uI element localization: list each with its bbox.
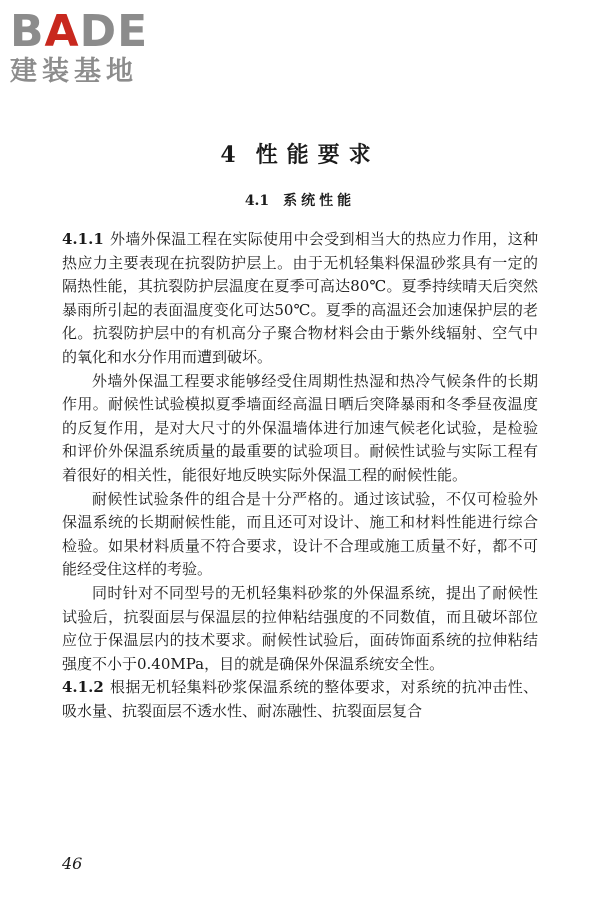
logo-wordmark [10, 8, 148, 56]
section-number: 4.1 [244, 193, 270, 209]
paragraph [62, 228, 538, 370]
paragraph: 同时针对不同型号的无机轻集料砂浆的外保温系统，提出了耐候性试验后，抗裂面层与保温层的拉伸粘结强度的不同数值，而且破坏部位应位于保温层内的技术要求。耐候性试验后，面砖饰面系统的拉伸粘结强度不小于0.40MPa，目的就是确保外保温系统安全性。 [62, 583, 538, 673]
section-title: 系统性能 [283, 193, 356, 209]
chapter-heading [0, 138, 600, 169]
logo-word-accent: A [44, 6, 80, 57]
clause-number: 4.1.1 [62, 230, 104, 248]
logo-word-part1: B [10, 6, 45, 57]
logo-subtitle: 建装基地 [10, 56, 138, 87]
chapter-title: 性能要求 [255, 142, 380, 168]
page-number: 46 [62, 854, 83, 873]
paragraph-text: 根据无机轻集料砂浆保温系统的整体要求，对系统的抗冲击性、吸水量、抗裂面层不透水性、耐冻融性、抗裂面层复合 [62, 678, 538, 720]
body-text [62, 228, 538, 723]
paragraph: 外墙外保温工程要求能够经受住周期性热湿和热冷气候条件的长期作用。耐候性试验模拟夏季墙面经高温日晒后突降暴雨和冬季昼夜温度的反复作用，是对大尺寸的外保温墙体进行加速气候老化试验，是检验和评价外保温系统质量的最重要的试验项目。耐候性试验与实际工程有着很好的相关性，能很好地反映实际外保温工程的耐候性能。 [62, 371, 538, 484]
section-heading [0, 190, 600, 210]
paragraph-text: 外墙外保温工程在实际使用中会受到相当大的热应力作用，这种热应力主要表现在抗裂防护层上。由于无机轻集料保温砂浆具有一定的隔热性能，其抗裂防护层温度在夏季可高达80℃。夏季持续晴天后突然暴雨所引起的表面温度变化可达50℃。夏季的高温还会加速保护层的老化。抗裂防护层中的有机高分子聚合物材料会由于紫外线辐射、空气中的氧化和水分作用而遭到破坏。 [62, 230, 538, 366]
clause-number: 4.1.2 [62, 678, 104, 697]
bade-logo [10, 8, 148, 88]
paragraph [62, 676, 538, 723]
logo-word-part2: DE [79, 6, 149, 57]
paragraph: 耐候性试验条件的组合是十分严格的。通过该试验，不仅可检验外保温系统的长期耐候性能，而且还可对设计、施工和材料性能进行综合检验。如果材料质量不符合要求，设计不合理或施工质量不好，都不可能经受住这样的考验。 [62, 489, 538, 579]
chapter-number: 4 [220, 142, 238, 168]
